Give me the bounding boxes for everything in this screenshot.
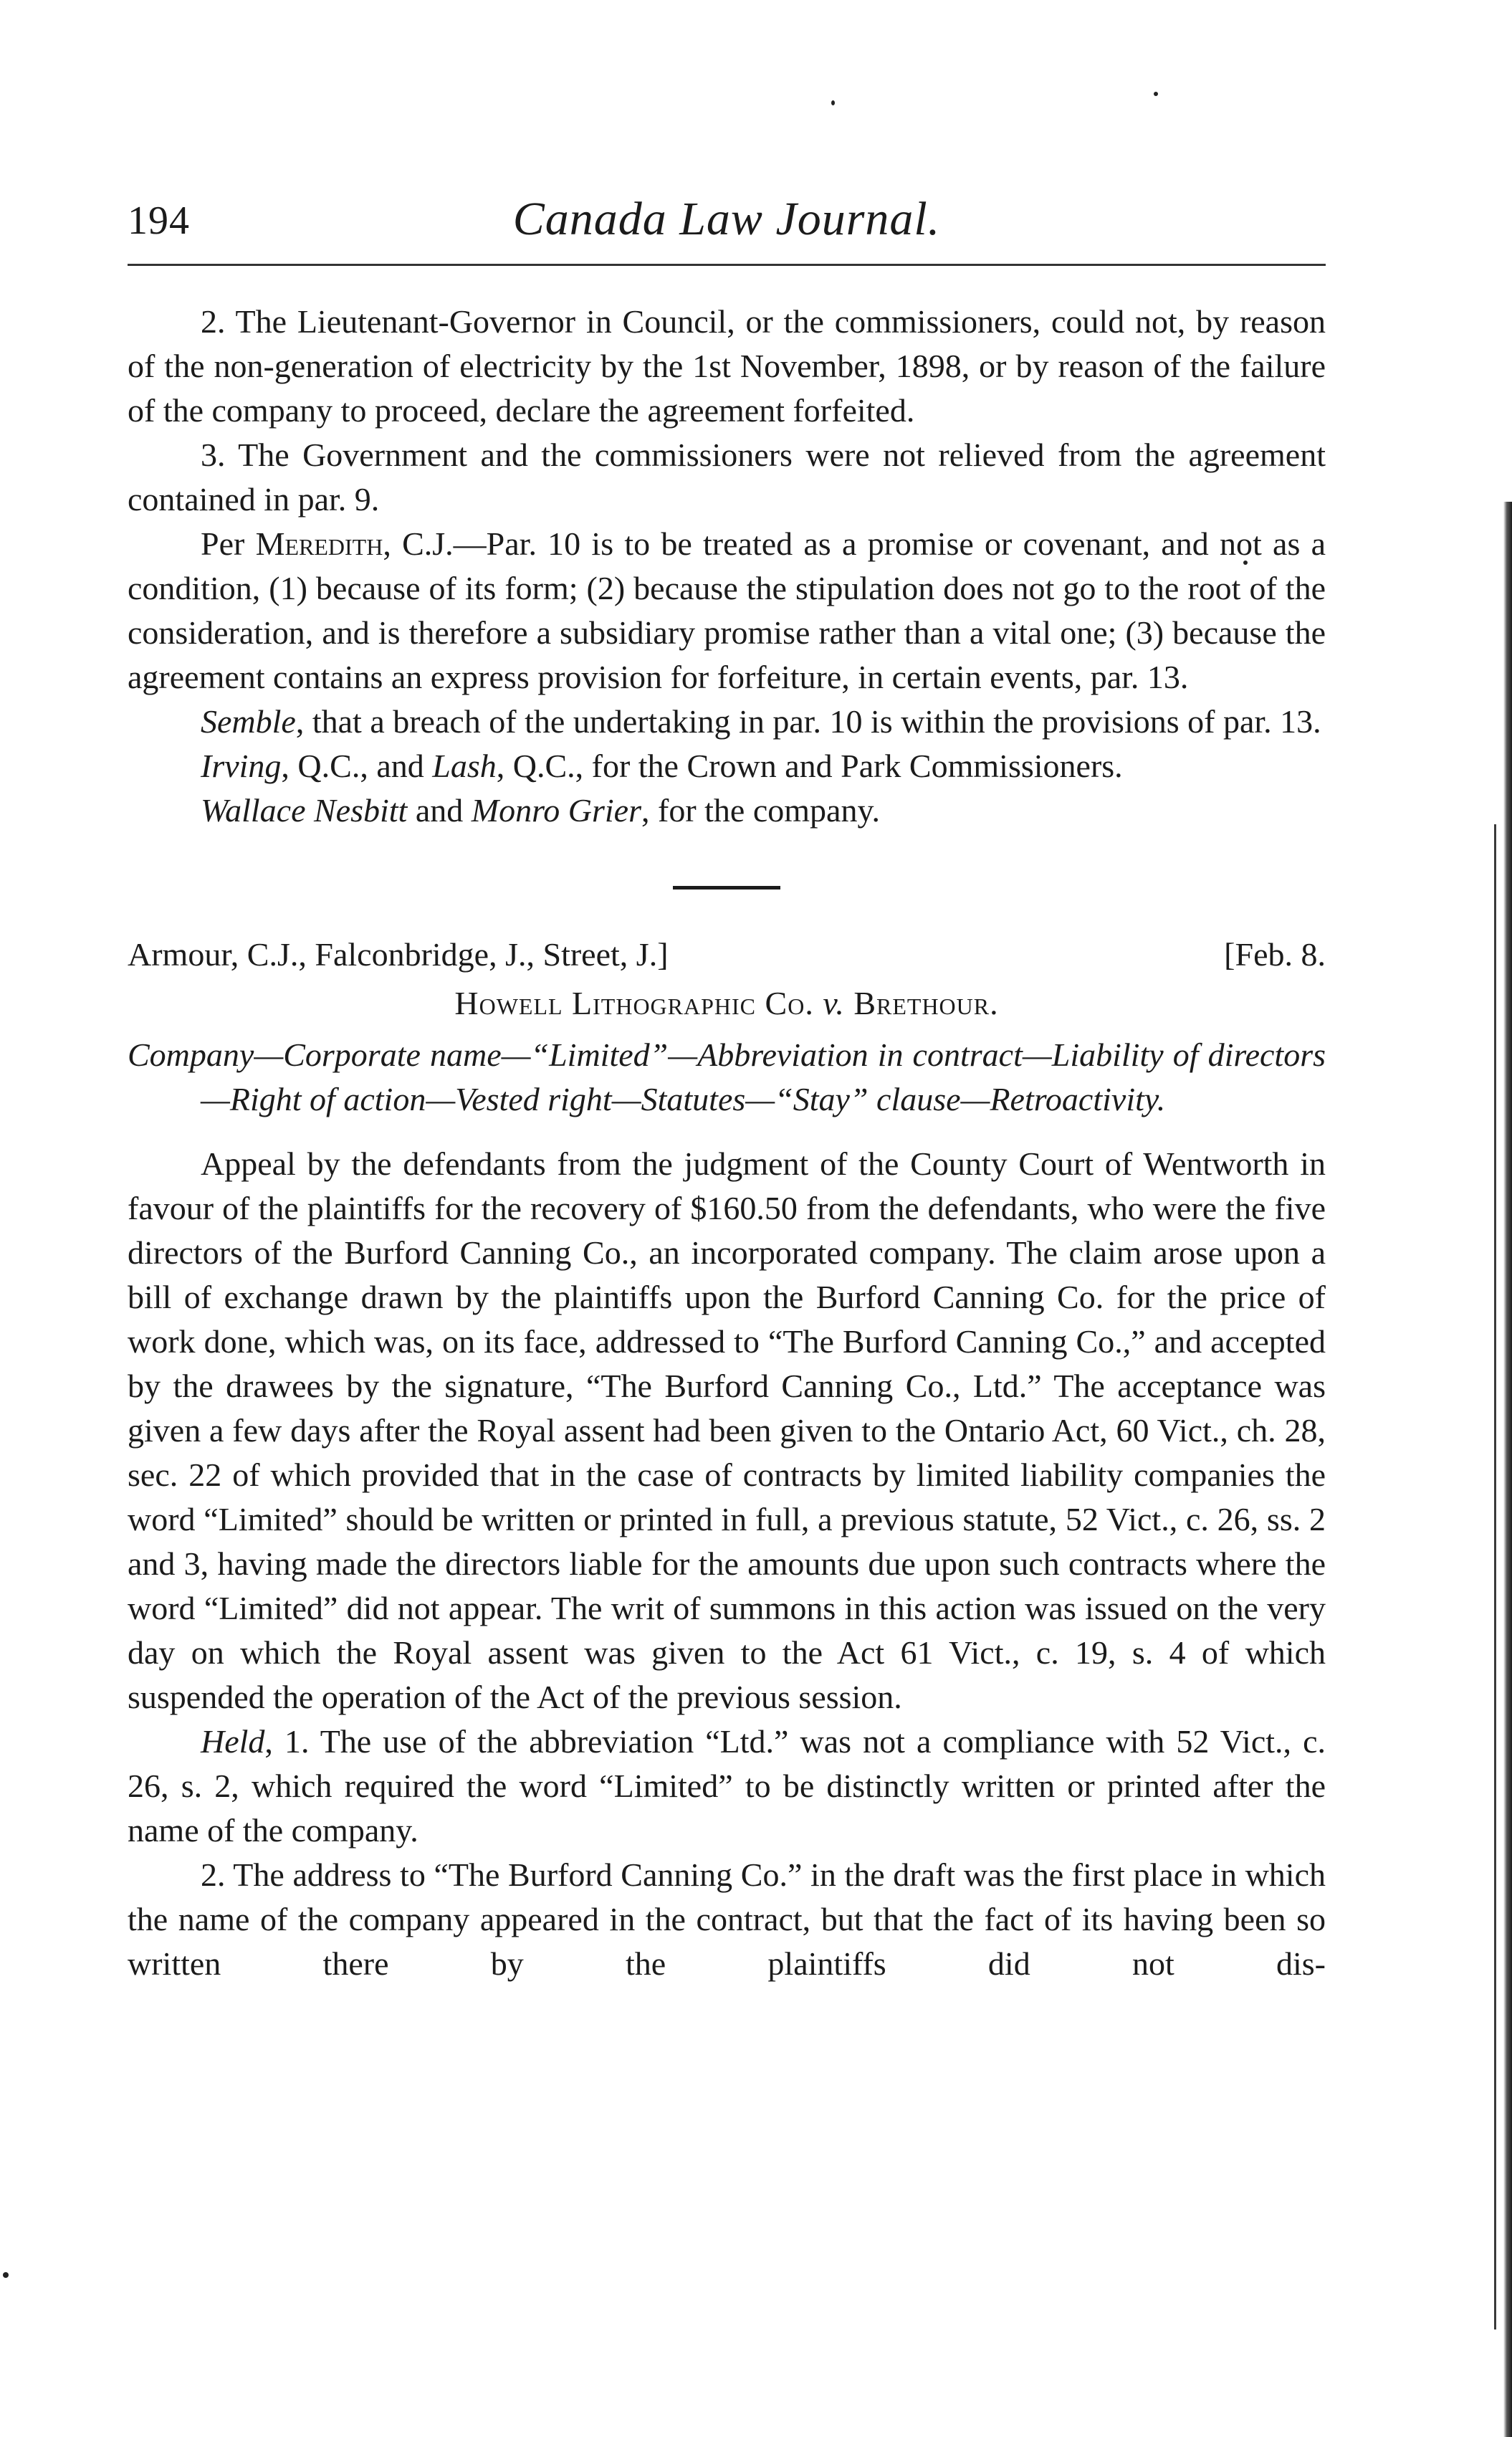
counsel-name: Irving — [201, 748, 282, 784]
holding-2: 2. The Lieutenant-Governor in Council, or the commissioners, could not, by reason of the non-generation of electricity by the 1st November, 1898, or by reason of the failure of the company to proceed, declare the agreement forfeited. — [128, 303, 1326, 429]
counsel-name: Wallace Nesbitt — [201, 792, 408, 829]
per-text: , C.J.—Par. 10 is to be treated as a promise or covenant, and not as a condition, (1) because of its form; (2) because the stipulation does not go to the root of the consideration, and is therefore a subsidiary promise rather than a vital one; (3) because the agreement contains an express provision for forfeiture, in certain events, par. 13. — [128, 525, 1326, 695]
held-1 — [128, 1720, 1326, 1853]
counsel-crown — [128, 744, 1326, 788]
counsel-company — [128, 788, 1326, 833]
scan-edge-shadow — [1503, 502, 1512, 2437]
held-2: 2. The address to “The Burford Canning Co.” in the draft was the first place in which the name of the company appeared in the contract, but that the fact of its having been so written there by the plaintiffs did not dis- — [128, 1856, 1326, 1982]
section-divider — [673, 886, 780, 890]
scan-edge-line — [1494, 824, 1496, 2329]
party-defendant: Brethour. — [853, 985, 999, 1021]
per-prefix: Per — [201, 525, 245, 562]
page-number: 194 — [128, 199, 190, 243]
semble-text: , that a breach of the undertaking in par. 10 is within the provisions of par. 13. — [295, 703, 1321, 740]
appeal-paragraph: Appeal by the defendants from the judgment of the County Court of Wentworth in favour of the plaintiffs for the recovery of $160.50 from the defendants, who were the five directors of the Burford Canning Co., an incorporated company. The claim arose upon a bill of exchange drawn by the plaintiffs upon the Burford Canning Co. for the price of work done, which was, on its face, addressed to “The Burford Canning Co.,” and accepted by the drawees by the signature, “The Burford Canning Co., Ltd.” The acceptance was given a few days after the Royal assent had been given to the Ontario Act, 60 Vict., ch. 28, sec. 22 of which provided that in the case of contracts by limited liability companies the word “Limited” should be written or printed in full, a previous statute, 52 Vict., c. 26, ss. 2 and 3, having made the directors liable for the amounts due upon such contracts where the word “Limited” did not appear. The writ of summons in this action was issued on the very day on which the Royal assent was given to the Act 61 Vict., c. 19, s. 4 of which suspended the operation of the Act of the previous session. — [128, 1145, 1326, 1715]
headnote-catchwords: Company—Corporate name—“Limited”—Abbreviation in contract—Liability of directors—Right of action—Vested right—Statutes—“Stay” clause—Retroactivity. — [128, 1036, 1326, 1117]
page-body — [128, 300, 1326, 1986]
counsel-name: Lash — [432, 748, 497, 784]
decision-date: [Feb. 8. — [1224, 936, 1326, 973]
bench-line — [128, 933, 1326, 977]
held-word: Held — [201, 1723, 265, 1760]
semble-paragraph — [128, 700, 1326, 744]
counsel-text: , for the company. — [641, 792, 880, 829]
scan-speck — [1154, 92, 1158, 96]
counsel-text: , Q.C., and — [281, 748, 433, 784]
case-title — [128, 981, 1326, 1026]
holding-3: 3. The Government and the commissioners were not relieved from the agreement contained in par. 9. — [128, 437, 1326, 518]
versus: v. — [823, 985, 845, 1021]
scan-speck — [3, 2272, 9, 2278]
header-rule — [128, 264, 1326, 266]
party-plaintiff: Howell Lithographic Co. — [454, 985, 814, 1021]
per-meredith-paragraph — [128, 522, 1326, 700]
held-1-text: , 1. The use of the abbreviation “Ltd.” was not a compliance with 52 Vict., c. 26, s. 2, which required the word “Limited” to be distinctly written or printed after the name of the company. — [128, 1723, 1326, 1849]
running-head — [128, 188, 1326, 252]
counsel-text: , Q.C., for the Crown and Park Commissioners. — [496, 748, 1123, 784]
bench-judges: Armour, C.J., Falconbridge, J., Street, J.] — [128, 936, 669, 973]
semble-word: Semble — [201, 703, 296, 740]
counsel-text: and — [407, 792, 472, 829]
counsel-name: Monro Grier — [471, 792, 641, 829]
scan-speck — [831, 100, 835, 105]
judge-name: Meredith — [255, 525, 383, 562]
journal-title: Canada Law Journal. — [512, 193, 941, 245]
